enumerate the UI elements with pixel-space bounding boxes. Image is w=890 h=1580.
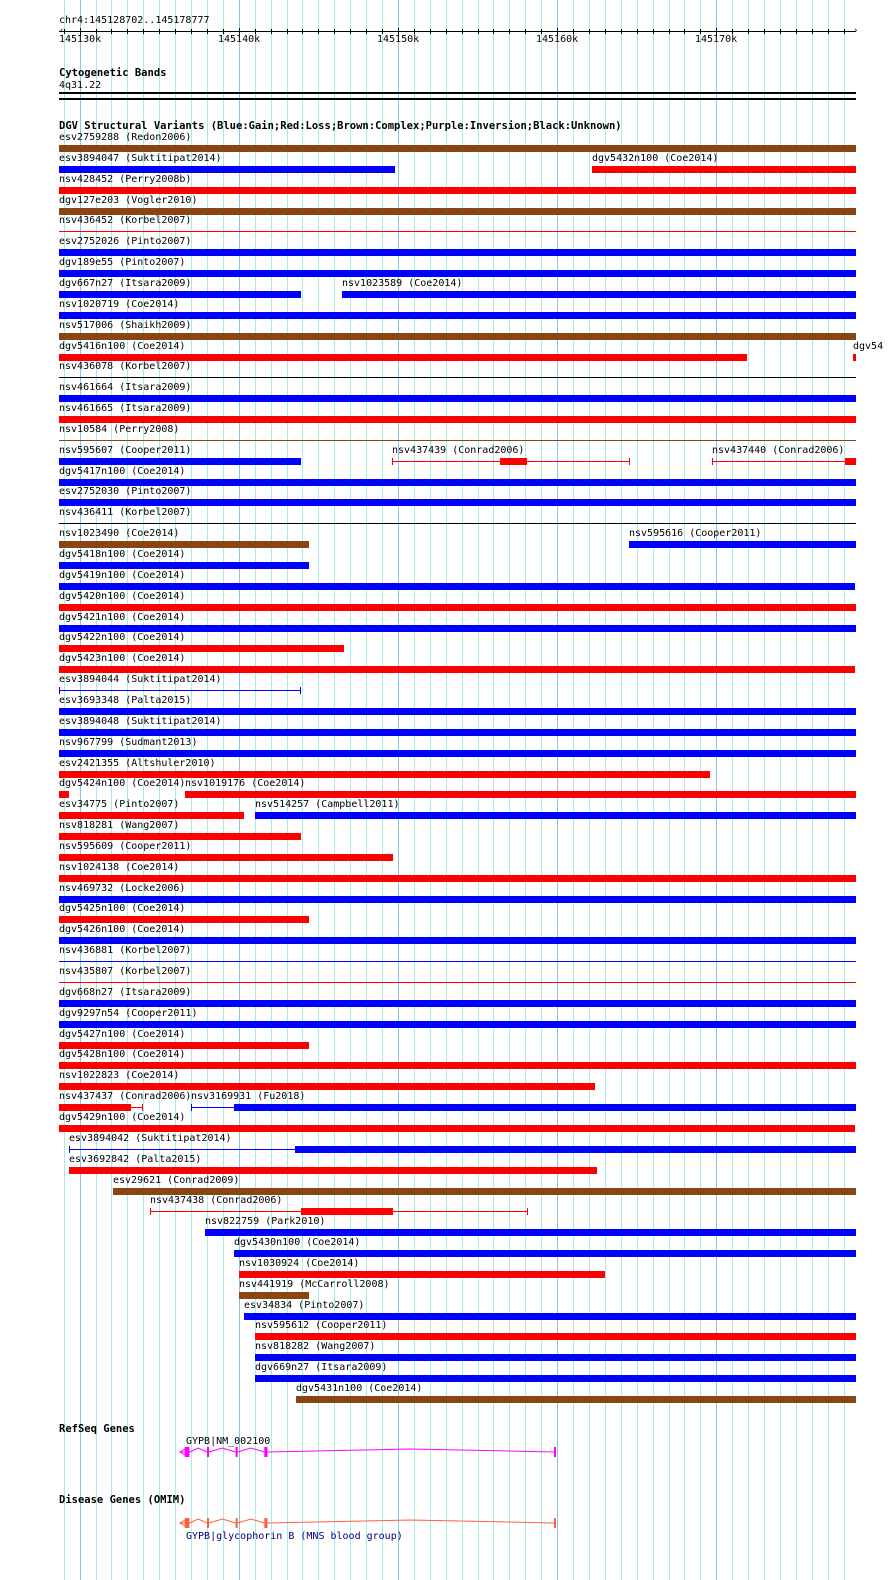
variant-line[interactable]	[59, 690, 301, 691]
variant-label[interactable]: nsv3169931 (Fu2018)	[191, 1091, 306, 1102]
variant-label[interactable]: nsv436452 (Korbel2007)	[59, 215, 192, 226]
variant-label[interactable]: esv3894042 (Suktitipat2014)	[69, 1133, 232, 1144]
variant-bar[interactable]	[239, 1271, 605, 1278]
variant-label[interactable]: esv2752030 (Pinto2007)	[59, 486, 192, 497]
variant-bar[interactable]	[295, 1146, 856, 1153]
variant-bar[interactable]	[59, 1083, 595, 1090]
variant-label[interactable]: dgv668n27 (Itsara2009)	[59, 987, 192, 998]
variant-label[interactable]: nsv437437 (Conrad2006)	[59, 1091, 192, 1102]
variant-label[interactable]: nsv595612 (Cooper2011)	[255, 1320, 388, 1331]
variant-label[interactable]: esv3693348 (Palta2015)	[59, 695, 192, 706]
variant-bar[interactable]	[592, 166, 856, 173]
exon	[554, 1447, 556, 1457]
variant-label[interactable]: esv29621 (Conrad2009)	[113, 1175, 240, 1186]
variant-label[interactable]: dgv5422n100 (Coe2014)	[59, 632, 186, 643]
variant-label[interactable]: dgv5420n100 (Coe2014)	[59, 591, 186, 602]
variant-label[interactable]: nsv437438 (Conrad2006)	[150, 1195, 283, 1206]
variant-bar[interactable]	[59, 937, 856, 944]
variant-label[interactable]: dgv5425n100 (Coe2014)	[59, 903, 186, 914]
intron	[209, 1448, 236, 1452]
variant-label[interactable]: dgv127e203 (Vogler2010)	[59, 195, 198, 206]
variant-bar[interactable]	[59, 208, 856, 215]
variant-label[interactable]: nsv436078 (Korbel2007)	[59, 361, 192, 372]
variant-bar[interactable]	[59, 395, 856, 402]
variant-bar[interactable]	[59, 166, 395, 173]
variant-label[interactable]: dgv667n27 (Itsara2009)	[59, 278, 192, 289]
variant-bar[interactable]	[59, 604, 856, 611]
variant-label[interactable]: nsv1024138 (Coe2014)	[59, 862, 180, 873]
dgv-track-title: DGV Structural Variants (Blue:Gain;Red:Loss;Brown:Complex;Purple:Inversion;Black:Unknown)	[59, 120, 622, 132]
variant-line[interactable]	[59, 982, 856, 983]
variant-bar[interactable]	[59, 812, 244, 819]
variant-bar[interactable]	[59, 541, 309, 548]
variant-bar[interactable]	[59, 1021, 856, 1028]
variant-label[interactable]: dgv5417n100 (Coe2014)	[59, 466, 186, 477]
variant-label[interactable]: nsv595609 (Cooper2011)	[59, 841, 192, 852]
variant-label[interactable]: esv34775 (Pinto2007)	[59, 799, 180, 810]
variant-end-cap	[629, 458, 630, 465]
variant-label[interactable]: dgv9297n54 (Cooper2011)	[59, 1008, 198, 1019]
variant-bar[interactable]	[59, 729, 856, 736]
variant-bar[interactable]	[185, 791, 856, 798]
variant-label[interactable]: nsv595607 (Cooper2011)	[59, 445, 192, 456]
cytoband-track-title: Cytogenetic Bands	[59, 67, 167, 79]
variant-bar[interactable]	[59, 791, 69, 798]
variant-bar[interactable]	[244, 1313, 856, 1320]
variant-line[interactable]	[712, 461, 856, 462]
variant-label[interactable]: nsv517006 (Shaikh2009)	[59, 320, 192, 331]
exon	[207, 1518, 209, 1528]
variant-label[interactable]: dgv5424n100 (Coe2014)	[59, 778, 186, 789]
variant-bar[interactable]	[59, 416, 856, 423]
variant-bar[interactable]	[59, 666, 855, 673]
variant-bar[interactable]	[59, 1062, 856, 1069]
intron	[238, 1519, 265, 1523]
exon	[236, 1518, 238, 1528]
variant-bar[interactable]	[59, 291, 301, 298]
variant-bar[interactable]	[59, 312, 856, 319]
variant-label[interactable]: nsv461664 (Itsara2009)	[59, 382, 192, 393]
variant-bar[interactable]	[59, 916, 309, 923]
axis-tick-label: 145150k	[377, 34, 420, 45]
variant-bar[interactable]	[59, 458, 301, 465]
variant-end-cap	[142, 1104, 143, 1111]
variant-line[interactable]	[59, 377, 856, 378]
variant-bar[interactable]	[234, 1104, 856, 1111]
variant-label[interactable]: nsv514257 (Campbell2011)	[255, 799, 400, 810]
variant-bar[interactable]	[59, 1000, 856, 1007]
axis-tick-label: 145140k	[218, 34, 261, 45]
exon	[207, 1447, 209, 1457]
variant-bar[interactable]	[301, 1208, 393, 1215]
intron	[267, 1449, 553, 1452]
omim-track-title: Disease Genes (OMIM)	[59, 1494, 186, 1506]
intron	[189, 1519, 207, 1523]
refseq-gene-label[interactable]: GYPB|NM_002100	[186, 1436, 271, 1447]
variant-label[interactable]: dgv5431n100 (Coe2014)	[296, 1383, 423, 1394]
variant-bar[interactable]	[59, 750, 856, 757]
axis-tick-label: 145130k	[59, 34, 102, 45]
variant-bar[interactable]	[255, 812, 856, 819]
variant-end-cap	[712, 458, 713, 465]
exon	[236, 1447, 238, 1457]
variant-label[interactable]: nsv1020719 (Coe2014)	[59, 299, 180, 310]
variant-bar[interactable]	[59, 187, 856, 194]
variant-bar[interactable]	[59, 1104, 131, 1111]
cytoband-label: 4q31.22	[59, 80, 102, 91]
variant-end-cap	[150, 1208, 151, 1215]
variant-label[interactable]: dgv5429n100 (Coe2014)	[59, 1112, 186, 1123]
variant-bar[interactable]	[59, 645, 344, 652]
variant-label[interactable]: nsv1023490 (Coe2014)	[59, 528, 180, 539]
variant-bar[interactable]	[205, 1229, 856, 1236]
variant-label[interactable]: dgv5418n100 (Coe2014)	[59, 549, 186, 560]
location-label: chr4:145128702..145178777	[59, 15, 210, 26]
variant-end-cap	[69, 1146, 70, 1153]
variant-line[interactable]	[59, 231, 856, 232]
intron	[267, 1520, 553, 1523]
variant-label[interactable]: nsv822759 (Park2010)	[205, 1216, 326, 1227]
exon	[264, 1518, 267, 1528]
exon	[185, 1447, 190, 1457]
variant-label[interactable]: nsv1019176 (Coe2014)	[185, 778, 306, 789]
variant-label[interactable]: nsv1022823 (Coe2014)	[59, 1070, 180, 1081]
variant-bar[interactable]	[59, 833, 301, 840]
variant-label[interactable]: nsv436881 (Korbel2007)	[59, 945, 192, 956]
variant-label[interactable]: nsv818282 (Wang2007)	[255, 1341, 376, 1352]
variant-end-cap	[392, 458, 393, 465]
variant-bar[interactable]	[342, 291, 856, 298]
variant-label[interactable]: dgv5419n100 (Coe2014)	[59, 570, 186, 581]
variant-label[interactable]: nsv595616 (Cooper2011)	[629, 528, 762, 539]
refseq-track-title: RefSeq Genes	[59, 1423, 135, 1435]
variant-label[interactable]: dgv5416n100 (Coe2014)	[59, 341, 186, 352]
variant-label[interactable]: dgv5428n100 (Coe2014)	[59, 1049, 186, 1060]
variant-bar[interactable]	[59, 562, 309, 569]
variant-label[interactable]: dgv5426n100 (Coe2014)	[59, 924, 186, 935]
variant-bar[interactable]	[59, 333, 856, 340]
variant-label[interactable]: dgv5430n100 (Coe2014)	[234, 1237, 361, 1248]
variant-end-cap	[300, 687, 301, 694]
variant-bar[interactable]	[59, 708, 856, 715]
variant-label[interactable]: esv34834 (Pinto2007)	[244, 1300, 365, 1311]
variant-bar[interactable]	[59, 875, 856, 882]
variant-label[interactable]: dgv54	[853, 341, 884, 352]
variant-label[interactable]: nsv818281 (Wang2007)	[59, 820, 180, 831]
variant-label[interactable]: dgv5423n100 (Coe2014)	[59, 653, 186, 664]
axis-right-arrow: ›	[853, 26, 859, 36]
variant-label[interactable]: nsv436411 (Korbel2007)	[59, 507, 192, 518]
variant-label[interactable]: nsv1023589 (Coe2014)	[342, 278, 463, 289]
variant-bar[interactable]	[234, 1250, 856, 1257]
variant-end-cap	[59, 687, 60, 694]
intron	[209, 1519, 236, 1523]
axis-left-arrow: ‹	[59, 26, 65, 36]
variant-bar[interactable]	[59, 479, 856, 486]
variant-label[interactable]: nsv428452 (Perry2008b)	[59, 174, 192, 185]
exon	[185, 1518, 190, 1528]
variant-bar[interactable]	[255, 1375, 856, 1382]
variant-bar[interactable]	[853, 354, 856, 361]
variant-end-cap	[527, 1208, 528, 1215]
variant-label[interactable]: esv3894047 (Suktitipat2014)	[59, 153, 222, 164]
variant-label[interactable]: esv2759288 (Redon2006)	[59, 132, 192, 143]
variant-label[interactable]: esv3692842 (Palta2015)	[69, 1154, 202, 1165]
variant-line[interactable]	[59, 523, 856, 524]
variant-label[interactable]: dgv189e55 (Pinto2007)	[59, 257, 186, 268]
variant-bar[interactable]	[59, 896, 856, 903]
variant-bar[interactable]	[59, 583, 855, 590]
refseq-gene-model[interactable]	[0, 1440, 890, 1464]
variant-bar[interactable]	[59, 1125, 855, 1132]
variant-bar[interactable]	[296, 1396, 856, 1403]
exon	[264, 1447, 267, 1457]
variant-bar[interactable]	[845, 458, 856, 465]
variant-end-cap	[191, 1104, 192, 1111]
variant-bar[interactable]	[59, 270, 856, 277]
variant-bar[interactable]	[59, 145, 856, 152]
variant-label[interactable]: nsv441919 (McCarroll2008)	[239, 1279, 390, 1290]
variant-label[interactable]: esv2752026 (Pinto2007)	[59, 236, 192, 247]
variant-bar[interactable]	[255, 1354, 856, 1361]
variant-label[interactable]: esv3894044 (Suktitipat2014)	[59, 674, 222, 685]
variant-bar[interactable]	[59, 854, 393, 861]
variant-label[interactable]: nsv469732 (Locke2006)	[59, 883, 186, 894]
axis-tick-label: 145170k	[695, 34, 738, 45]
exon	[554, 1518, 556, 1528]
variant-bar[interactable]	[59, 625, 856, 632]
variant-bar[interactable]	[255, 1333, 856, 1340]
omim-gene-label[interactable]: GYPB|glycophorin B (MNS blood group)	[186, 1531, 403, 1542]
variant-bar[interactable]	[59, 771, 710, 778]
variant-bar[interactable]	[59, 354, 747, 361]
variant-label[interactable]: esv2421355 (Altshuler2010)	[59, 758, 216, 769]
variant-bar[interactable]	[69, 1167, 597, 1174]
variant-bar[interactable]	[59, 249, 856, 256]
variant-bar[interactable]	[59, 499, 856, 506]
variant-line[interactable]	[59, 961, 856, 962]
variant-label[interactable]: nsv435807 (Korbel2007)	[59, 966, 192, 977]
intron	[189, 1448, 207, 1452]
variant-label[interactable]: dgv5432n100 (Coe2014)	[592, 153, 719, 164]
variant-bar[interactable]	[113, 1188, 856, 1195]
variant-label[interactable]: nsv967799 (Sudmant2013)	[59, 737, 198, 748]
intron	[238, 1448, 265, 1452]
variant-label[interactable]: nsv461665 (Itsara2009)	[59, 403, 192, 414]
variant-label[interactable]: dgv5427n100 (Coe2014)	[59, 1029, 186, 1040]
variant-label[interactable]: esv3894048 (Suktitipat2014)	[59, 716, 222, 727]
variant-label[interactable]: nsv10584 (Perry2008)	[59, 424, 180, 435]
variant-label[interactable]: nsv437440 (Conrad2006)	[712, 445, 845, 456]
variant-line[interactable]	[59, 440, 856, 441]
variant-bar[interactable]	[59, 1042, 309, 1049]
omim-gene-model[interactable]	[0, 1511, 890, 1535]
variant-bar[interactable]	[629, 541, 856, 548]
variant-label[interactable]: dgv669n27 (Itsara2009)	[255, 1362, 388, 1373]
variant-label[interactable]: nsv1030924 (Coe2014)	[239, 1258, 360, 1269]
variant-bar[interactable]	[500, 458, 527, 465]
axis-tick-label: 145160k	[536, 34, 579, 45]
variant-bar[interactable]	[239, 1292, 309, 1299]
variant-label[interactable]: dgv5421n100 (Coe2014)	[59, 612, 186, 623]
variant-label[interactable]: nsv437439 (Conrad2006)	[392, 445, 525, 456]
